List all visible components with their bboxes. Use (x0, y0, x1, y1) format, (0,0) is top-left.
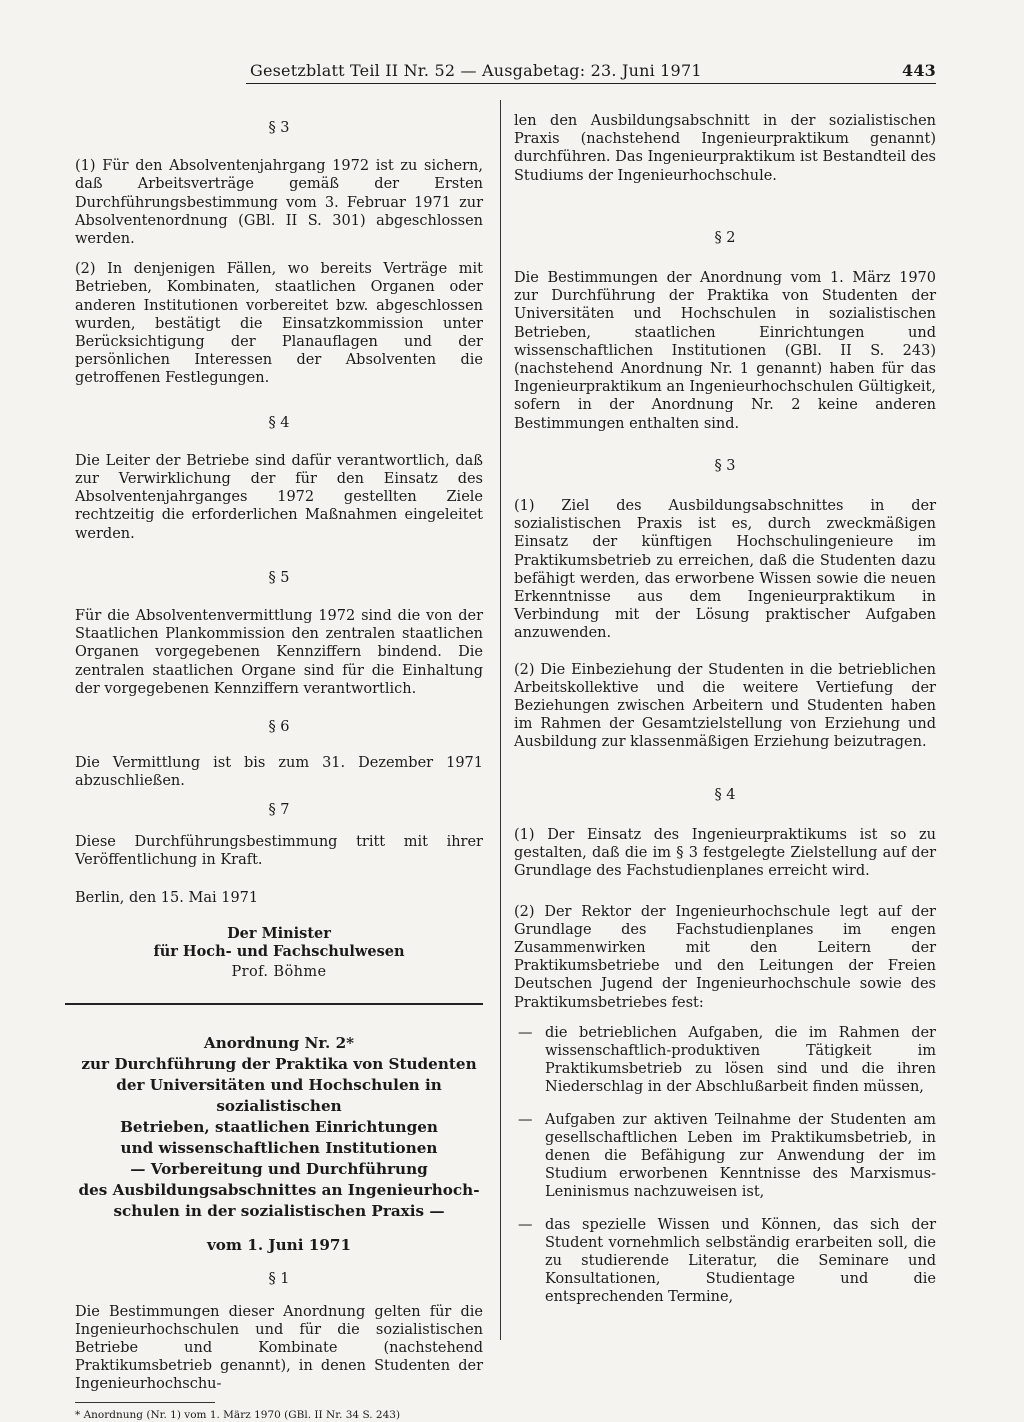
ordinance-title-line: Anordnung Nr. 2* (203, 1034, 355, 1053)
paragraph: Für die Absolventenvermittlung 1972 sind die von der Staatlichen Plankommission den zentralen staatlichen Organen vorgegebenen Kennziffern bindend. Die zentralen staatlichen Organe sind für die Einhaltung der vorgegebenen Kennziffern verantwortlich. (75, 608, 483, 697)
paragraph: Diese Durchführungsbestimmung tritt mit ihrer Veröffentlichung in Kraft. (75, 833, 483, 869)
task-list (514, 1024, 936, 1307)
ordinance-title-line: — Vorbereitung und Durchführung (130, 1160, 428, 1179)
ordinance-title-line: des Ausbildungsabschnittes an Ingenieurhoch- (78, 1181, 480, 1200)
ordinance-title-line: zur Durchführung der Praktika von Studenten (81, 1055, 477, 1074)
signature-place-date: Berlin, den 15. Mai 1971 (75, 890, 259, 907)
list-item (514, 1216, 936, 1307)
ordinance-title-line: schulen in der sozialistischen Praxis — (113, 1202, 445, 1221)
section-heading: § 2 (714, 229, 736, 246)
list-item-text: die betrieblichen Aufgaben, die im Rahmen der wissenschaftlich-produktiven Tätigkeit im Praktikumsbetrieb zu lösen sind und die ihren Niederschlag in der Abschlußarbeit finden müssen, (545, 1024, 936, 1096)
list-item-text: das spezielle Wissen und Können, das sich der Student vornehmlich selbständig erarbeiten soll, die zu studierende Literatur, die Seminare und Konsultationen, Studientage und die entsprechenden Termine, (545, 1216, 936, 1306)
signature-name: Prof. Böhme (231, 963, 327, 980)
gazette-title: Gesetzblatt Teil II Nr. 52 — Ausgabetag: 23. Juni 1971 (250, 61, 702, 80)
column-rule (500, 100, 501, 1340)
signature-role: Der Minister (227, 924, 331, 942)
section-heading: § 4 (714, 786, 736, 803)
paragraph: (2) Der Rektor der Ingenieurhochschule legt auf der Grundlage des Fachstudienplanes im engen Zusammenwirken mit den Leitern der Praktikumsbetriebe und den Leitungen der Freien Deutschen Jugend der Ingenieurhochschule sowie des Praktikumsbetriebes fest: (514, 903, 936, 1011)
paragraph: (2) In denjenigen Fällen, wo bereits Verträge mit Betrieben, Kombinaten, staatlichen Organen oder anderen Institutionen vorbereitet bzw. abgeschlossen wurden, bestätigt die Einsatzkommission unter Berücksichtigung der Planauflagen und der persönlichen Interessen der Absolventen die getroffenen Festlegungen. (75, 261, 483, 387)
paragraph: Die Vermittlung ist bis zum 31. Dezember 1971 abzuschließen. (75, 755, 483, 790)
list-item-text: Aufgaben zur aktiven Teilnahme der Studenten am gesellschaftlichen Leben im Praktikumsbetrieb, in denen die Befähigung zur Anwendung der im Studium erworbenen Kenntnisse des Marxismus-Leninismus nachzuweisen ist, (545, 1111, 936, 1201)
list-item (514, 1111, 936, 1202)
ordinance-title-line: der Universitäten und Hochschulen in sozialistischen (116, 1076, 442, 1116)
section-heading: § 3 (268, 120, 290, 136)
list-item (514, 1024, 936, 1097)
section-heading: § 4 (268, 414, 290, 431)
section-heading: § 3 (714, 457, 736, 474)
paragraph: Die Bestimmungen der Anordnung vom 1. März 1970 zur Durchführung der Praktika von Studenten der Universitäten und Hochschulen in sozialistischen Betrieben, staatlichen Einrichtungen und wissenschaftlichen Institutionen (GBl. II S. 243) (nachstehend Anordnung Nr. 1 genannt) haben für das Ingenieurpraktikum an Ingenieurhochschulen Gültigkeit, sofern in der Anordnung Nr. 2 keine anderen Bestimmungen enthalten sind. (514, 270, 936, 432)
section-heading: § 5 (268, 569, 290, 586)
section-divider (65, 1003, 483, 1005)
header-rule (246, 83, 936, 84)
paragraph: (1) Der Einsatz des Ingenieurpraktikums ist so zu gestalten, daß die im § 3 festgelegte Zielstellung auf der Grundlage des Fachstudienplanes erreicht wird. (514, 826, 936, 880)
paragraph: Die Bestimmungen dieser Anordnung gelten für die Ingenieurhochschulen und für die sozialistischen Betriebe und Kombinate (nachstehend Praktikumsbetrieb genannt), in denen Studenten der Ingenieurhochschu- (75, 1303, 483, 1393)
ordinance-title (75, 1033, 483, 1222)
dash-marker: — (518, 1216, 533, 1233)
section-heading: § 6 (268, 719, 290, 736)
ordinance-title-line: Betrieben, staatlichen Einrichtungen (120, 1118, 438, 1137)
footnote: * Anordnung (Nr. 1) vom 1. März 1970 (GBl. II Nr. 34 S. 243) (75, 1408, 401, 1421)
ordinance-title-line: und wissenschaftlichen Institutionen (120, 1139, 438, 1158)
signature-role: für Hoch- und Fachschulwesen (153, 942, 405, 960)
paragraph: (1) Ziel des Ausbildungsabschnittes in der sozialistischen Praxis ist es, durch zweckmäßigen Einsatz der künftigen Hochschulingenieure im Praktikumsbetrieb zu erreichen, daß die Studenten dazu befähigt werden, das erworbene Wissen sowie die neuen Erkenntnisse aus dem Ingenieurpraktikum in Verbindung mit der Lösung praktischer Aufgaben anzuwenden. (514, 498, 936, 642)
paragraph: (1) Für den Absolventenjahrgang 1972 ist zu sichern, daß Arbeitsverträge gemäß der Ersten Durchführungsbestimmung vom 3. Februar 1971 zur Absolventenordnung (GBl. II S. 301) abgeschlossen werden. (75, 158, 483, 248)
page-header (250, 61, 936, 85)
paragraph: len den Ausbildungsabschnitt in der sozialistischen Praxis (nachstehend Ingenieurpraktikum genannt) durchführen. Das Ingenieurpraktikum ist Bestandteil des Studiums der Ingenieurhochschule. (514, 113, 936, 184)
section-heading: § 1 (268, 1271, 290, 1288)
right-column (514, 112, 936, 1307)
dash-marker: — (518, 1111, 533, 1128)
ordinance-date: vom 1. Juni 1971 (206, 1236, 352, 1255)
paragraph: Die Leiter der Betriebe sind dafür verantwortlich, daß zur Verwirklichung der für den Einsatz des Absolventenjahrganges 1972 gestellten Ziele rechtzeitig die erforderlichen Maßnahmen eingeleitet werden. (75, 452, 483, 542)
dash-marker: — (518, 1024, 533, 1041)
footnote-rule (75, 1402, 215, 1403)
paragraph: (2) Die Einbeziehung der Studenten in die betrieblichen Arbeitskollektive und die weitere Vertiefung der Beziehungen zwischen Arbeitern und Studenten haben im Rahmen der Gesamtzielstellung von Erziehung und Ausbildung zur klassenmäßigen Erziehung beizutragen. (514, 661, 936, 751)
left-column (75, 112, 483, 1422)
page-number: 443 (902, 61, 936, 80)
section-heading: § 7 (268, 801, 290, 818)
